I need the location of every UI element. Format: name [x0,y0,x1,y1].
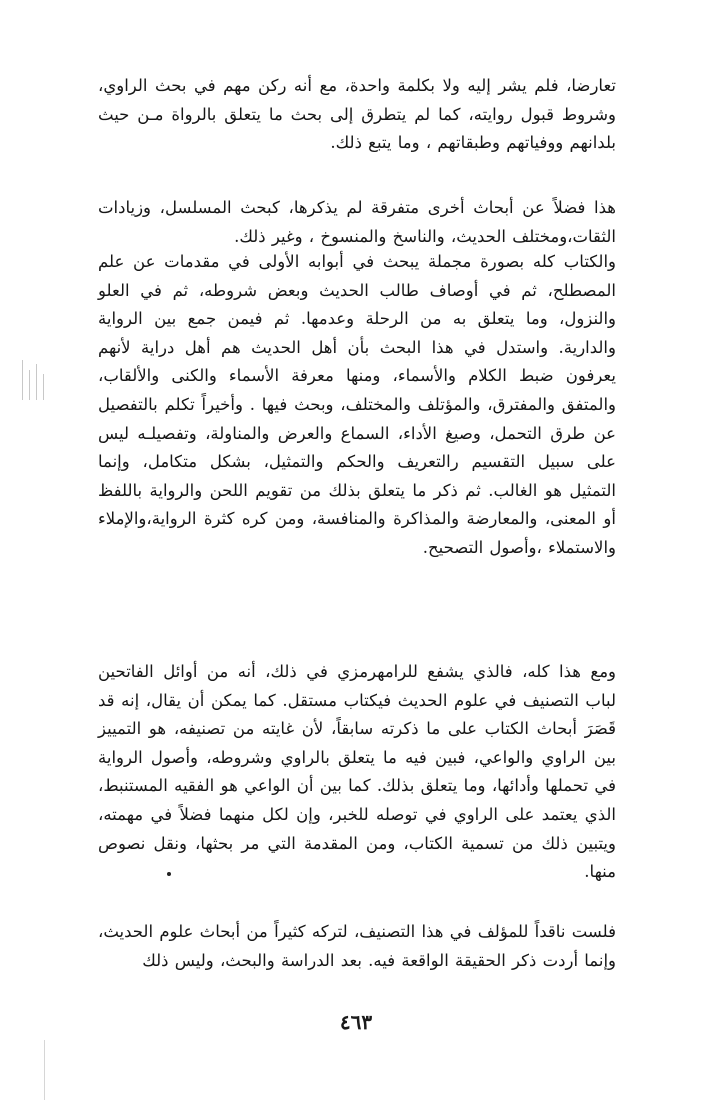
print-speck [167,872,171,876]
margin-bleed-marks [20,360,50,430]
scan-edge-line [44,1040,45,1100]
paragraph-4: ومع هذا كله، فالذي يشفع للرامهرمزي في ذلك، أنه من أوائل الفاتحين لباب التصنيف في علوم الحديث فيكتاب مستقل. كما يمكن أن يقال، إنه قد قَصَرَ أبحاث الكتاب على ما ذكرته سابقاً، لأن غايته من تصنيفه، هو التمييز بين الراوي والواعي، فبين فيه ما يتعلق بالراوي وشروطه، وأصول الرواية في تحملها وأدائها، وما يتعلق بذلك. كما بين أن الواعي هو الفقيه المستنبط، الذي يعتمد على الراوي في توصله للخبر، وإن لكل منهما فضلاً في مهمته، ويتبين ذلك من تسمية الكتاب، ومن المقدمة التي مر بحثها، ونقل نصوص منها. [98,662,616,882]
paragraph-5: فلست ناقداً للمؤلف في هذا التصنيف، لتركه كثيراً من أبحاث علوم الحديث، وإنما أردت ذكر الحقيقة الواقعة فيه. بعد الدراسة والبحث، وليس ذلك [98,922,616,970]
page-number: ٤٦٣ [339,1010,373,1034]
paragraph-2: هذا فضلاً عن أبحاث أخرى متفرقة لم يذكرها، كبحث المسلسل، وزيادات الثقات،ومختلف الحديث، والناسخ والمنسوخ ، وغير ذلك. [98,198,616,246]
paragraph-3: والكتاب كله بصورة مجملة يبحث في أبوابه الأولى في مقدمات عن علم المصطلح، ثم في أوصاف طالب الحديث وبعض شروطه، ثم في العلو والنزول، وما يتعلق به من الرحلة وعدمها. ثم فيمن جمع بين الرواية والدارية. واستدل في هذا البحث بأن أهل الحديث هم أهل دراية لأنهم يعرفون ضبط الكلام والأسماء، ومنها معرفة الأسماء والكنى والألقاب، والمتفق والمفترق، والمؤتلف والمختلف، وبحث فيها . وأخيراً تكلم بالتفصيل عن طرق التحمل، وصيغ الأداء، السماع والعرض والمناولة، وتفصيلـه ليس على سبيل التقسيم رالتعريف والحكم والتمثيل، بشكل متكامل، وإنما التمثيل هو الغالب. ثم ذكر ما يتعلق بذلك من تقويم اللحن والرواية باللفظ أو المعنى، والمعارضة والمذاكرة والمنافسة، ومن كره كثرة الرواية،والإملاء والاستملاء ،وأصول التصحيح. [98,252,616,557]
paragraph-1: تعارضا، فلم يشر إليه ولا بكلمة واحدة، مع أنه ركن مهم في بحث الراوي، وشروط قبول روايته، كما لم يتطرق إلى بحث ما يتعلق بالرواة مـن حيث بلدانهم ووفياتهم وطبقاتهم ، وما يتبع ذلك. [98,76,616,153]
